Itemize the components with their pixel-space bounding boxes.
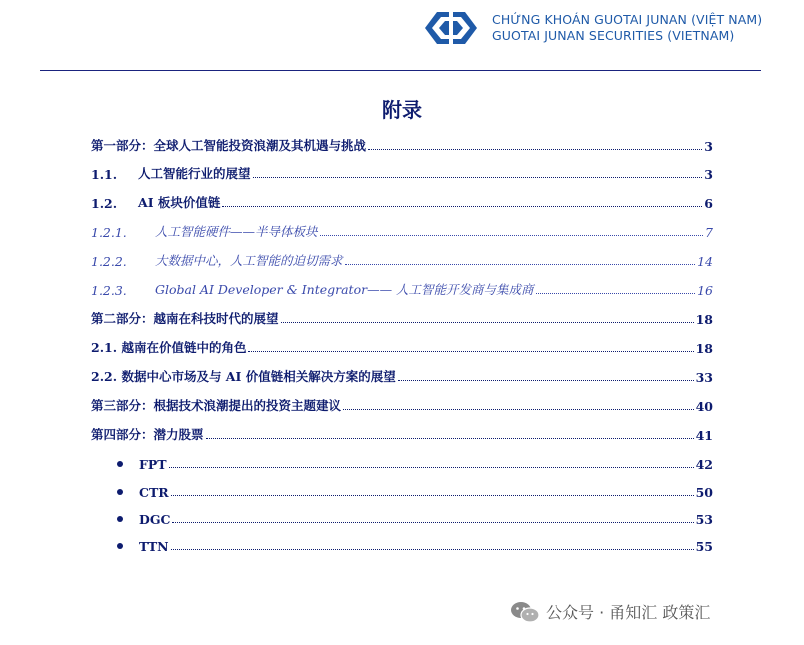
toc-page: 50 xyxy=(695,485,713,500)
toc-entry-2-1[interactable] xyxy=(91,336,713,356)
toc-leader xyxy=(248,350,693,352)
toc-entry-1-1[interactable] xyxy=(91,162,713,182)
toc-page: 16 xyxy=(697,283,713,298)
toc-number: 1.2.1. xyxy=(91,225,127,240)
toc-page: 33 xyxy=(695,370,713,385)
toc-label: 2.2. 数据中心市场及与 AI 价值链相关解决方案的展望 xyxy=(91,369,396,384)
toc-page: 41 xyxy=(695,428,713,443)
toc-label: 人工智能行业的展望 xyxy=(138,166,251,181)
toc-leader xyxy=(343,408,694,410)
toc-entry-1-2-3[interactable] xyxy=(91,278,713,298)
toc-page: 42 xyxy=(695,457,713,472)
toc-label: 大数据中心，人工智能的迫切需求 xyxy=(155,253,343,268)
toc-entry-dgc[interactable] xyxy=(91,507,713,527)
bullet-icon xyxy=(117,489,123,495)
toc-label: AI 板块价值链 xyxy=(138,195,221,210)
toc-entry-1-2-2[interactable] xyxy=(91,249,713,269)
toc-page: 3 xyxy=(704,167,713,182)
toc-entry-part-2[interactable] xyxy=(91,307,713,327)
toc-leader xyxy=(345,263,696,265)
toc-page: 14 xyxy=(697,254,713,269)
toc-entry-part-3[interactable] xyxy=(91,394,713,414)
toc-page: 40 xyxy=(695,399,713,414)
toc-page: 55 xyxy=(695,539,713,554)
toc-leader xyxy=(222,205,702,207)
toc-page: 53 xyxy=(695,512,713,527)
wechat-icon xyxy=(510,601,540,623)
guotai-junan-logo-icon xyxy=(423,10,479,46)
toc-label: DGC xyxy=(139,512,171,527)
bullet-icon xyxy=(117,461,123,467)
toc-label: TTN xyxy=(139,539,169,554)
toc-entry-ctr[interactable] xyxy=(91,480,713,500)
toc-page: 3 xyxy=(704,139,713,154)
toc-number: 1.2.3. xyxy=(91,283,127,298)
toc-page: 7 xyxy=(705,225,713,240)
toc-entry-part-1[interactable] xyxy=(91,134,713,154)
bullet-icon xyxy=(117,543,123,549)
toc-label: 第三部分：根据技术浪潮提出的投资主题建议 xyxy=(91,398,342,413)
toc-label: 人工智能硬件——半导体板块 xyxy=(155,224,318,239)
toc-leader xyxy=(536,292,696,294)
toc-entry-1-2-1[interactable] xyxy=(91,220,713,240)
toc-entry-fpt[interactable] xyxy=(91,452,713,472)
toc-leader xyxy=(320,234,704,236)
company-name-vn: CHỨNG KHOÁN GUOTAI JUNAN (VIỆT NAM) xyxy=(492,12,763,27)
toc-label: FPT xyxy=(139,457,167,472)
toc-entry-part-4[interactable] xyxy=(91,423,713,443)
bullet-icon xyxy=(117,516,123,522)
watermark-text: 公众号 · 甬知汇 政策汇 xyxy=(546,603,711,622)
toc-label: 2.1. 越南在价值链中的角色 xyxy=(91,340,247,355)
toc-leader xyxy=(281,321,694,323)
toc-leader xyxy=(171,494,694,496)
toc-entry-1-2[interactable] xyxy=(91,191,713,211)
toc-number: 1.1. xyxy=(91,167,118,182)
company-name-en: GUOTAI JUNAN SECURITIES (VIETNAM) xyxy=(492,28,735,43)
toc-label: 第二部分：越南在科技时代的展望 xyxy=(91,311,279,326)
toc-label: 第一部分：全球人工智能投资浪潮及其机遇与挑战 xyxy=(91,138,367,153)
toc-number: 1.2. xyxy=(91,196,118,211)
toc-leader xyxy=(171,548,694,550)
company-name xyxy=(492,12,762,44)
toc-label: Global AI Developer & Integrator—— 人工智能开发商与集成商 xyxy=(155,282,534,297)
toc-label: CTR xyxy=(139,485,169,500)
toc-label: 第四部分：潜力股票 xyxy=(91,427,204,442)
toc-leader xyxy=(398,379,694,381)
watermark xyxy=(510,600,710,623)
toc-leader xyxy=(368,148,702,150)
toc-leader xyxy=(206,437,694,439)
page-title: 附录 xyxy=(382,98,422,122)
toc-leader xyxy=(169,466,694,468)
toc-page: 18 xyxy=(695,341,713,356)
toc-entry-ttn[interactable] xyxy=(91,534,713,554)
toc-page: 6 xyxy=(704,196,713,211)
header-divider xyxy=(40,70,761,71)
toc-leader xyxy=(172,521,693,523)
toc-page: 18 xyxy=(695,312,713,327)
toc-number: 1.2.2. xyxy=(91,254,127,269)
toc-leader xyxy=(253,176,703,178)
toc-entry-2-2[interactable] xyxy=(91,365,713,385)
